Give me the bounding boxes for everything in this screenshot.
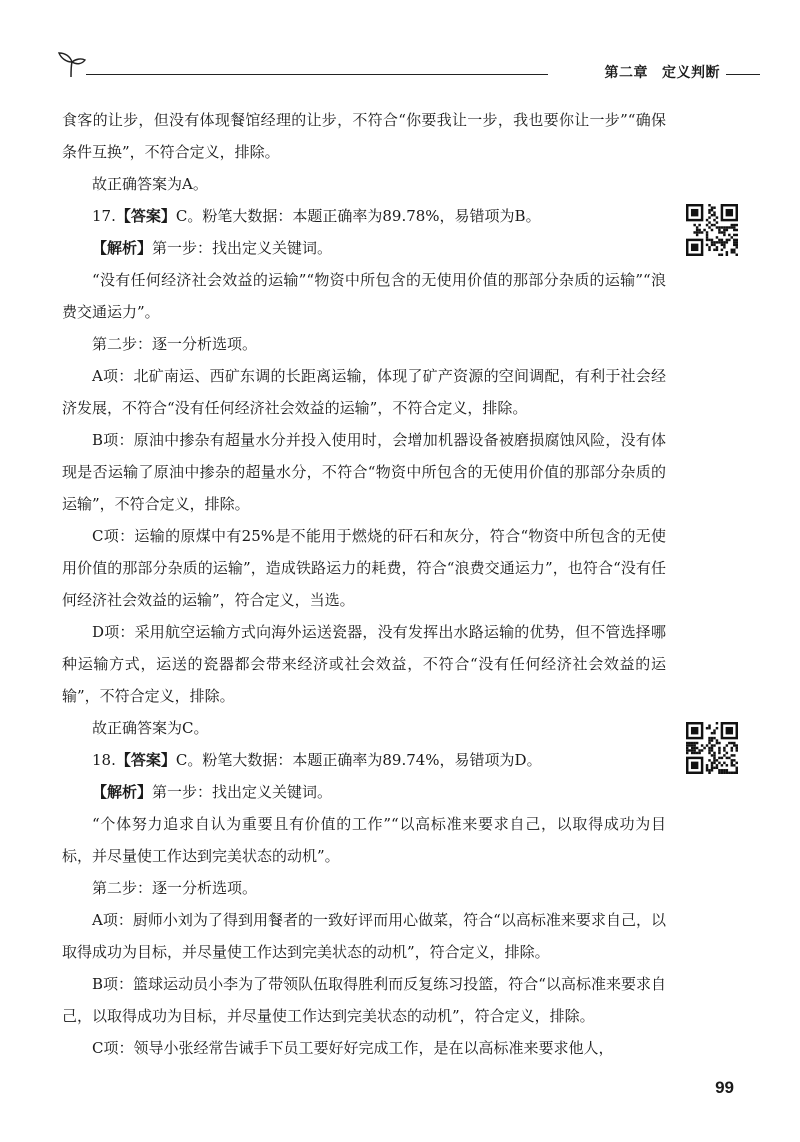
header-rule-right (726, 74, 760, 75)
analysis-line-18: 【解析】第一步：找出定义关键词。 (92, 783, 333, 801)
option-a-18: A项：厨师小刘为了得到用餐者的一致好评而用心做菜，符合“以高标准来要求自己，以取得成功为目标，并尽量使工作达到完美状态的动机”，符合定义，排除。 (62, 911, 666, 961)
chapter-heading (605, 62, 721, 82)
page-body (62, 104, 666, 1064)
chapter-label: 第二章 (604, 65, 648, 81)
question-number: 18. (92, 751, 116, 769)
paragraph: 第二步：逐一分析选项。 (92, 879, 258, 897)
qr-code-icon (686, 204, 738, 256)
analysis-tag: 【解析】 (92, 783, 153, 801)
qr-code-icon (686, 722, 738, 774)
analysis-line-17: 【解析】第一步：找出定义关键词。 (92, 239, 333, 257)
option-c-17: C项：运输的原煤中有25%是不能用于燃烧的矸石和灰分，符合“物资中所包含的无使用价值的那部分杂质的运输”，造成铁路运力的耗费，符合“浪费交通运力”，也符合“没有任何经济社会效益的运输”，符合定义，当选。 (62, 527, 666, 609)
paragraph: 第二步：逐一分析选项。 (92, 335, 258, 353)
page-header (56, 48, 760, 88)
option-d-17: D项：采用航空运输方式向海外运送瓷器，没有发挥出水路运输的优势，但不管选择哪种运输方式，运送的瓷器都会带来经济或社会效益，不符合“没有任何经济社会效益的运输”，不符合定义，排除。 (62, 623, 666, 705)
qr-code-17[interactable] (686, 204, 738, 256)
answer-tag: 【答案】 (115, 207, 176, 225)
option-c-18: C项：领导小张经常告诫手下员工要好好完成工作，是在以高标准来要求他人， (92, 1039, 614, 1057)
option-b-17: B项：原油中掺杂有超量水分并投入使用时，会增加机器设备被磨损腐蚀风险，没有体现是否运输了原油中掺杂的超量水分，不符合“物资中所包含的无使用价值的那部分杂质的运输”，不符合定义，排除。 (62, 431, 666, 513)
analysis-tag: 【解析】 (92, 239, 153, 257)
answer-line-17: 17.【答案】C。粉笔大数据：本题正确率为89.78%，易错项为B。 (92, 207, 541, 225)
paragraph: “没有任何经济社会效益的运输”“物资中所包含的无使用价值的那部分杂质的运输”“浪费交通运力”。 (62, 271, 666, 321)
option-b-18: B项：篮球运动员小李为了带领队伍取得胜利而反复练习投篮，符合“以高标准来要求自己，以取得成功为目标，并尽量使工作达到完美状态的动机”，符合定义，排除。 (62, 975, 666, 1025)
answer-line-18: 18.【答案】C。粉笔大数据：本题正确率为89.74%，易错项为D。 (92, 751, 542, 769)
answer-tag: 【答案】 (115, 751, 176, 769)
qr-code-18[interactable] (686, 722, 738, 774)
sprout-icon (56, 50, 88, 78)
section-label: 定义判断 (662, 65, 720, 81)
option-a-17: A项：北矿南运、西矿东调的长距离运输，体现了矿产资源的空间调配，有利于社会经济发展，不符合“没有任何经济社会效益的运输”，不符合定义，排除。 (62, 367, 666, 417)
header-rule-left (86, 74, 548, 75)
page-number: 99 (715, 1078, 734, 1097)
question-number: 17. (92, 207, 116, 225)
paragraph: “个体努力追求自认为重要且有价值的工作”“以高标准来要求自己，以取得成功为目标，并尽量使工作达到完美状态的动机”。 (62, 815, 666, 865)
paragraph: 食客的让步，但没有体现餐馆经理的让步，不符合“你要我让一步，我也要你让一步”“确保条件互换”，不符合定义，排除。 (62, 111, 666, 161)
paragraph: 故正确答案为A。 (92, 175, 208, 193)
paragraph: 故正确答案为C。 (92, 719, 209, 737)
